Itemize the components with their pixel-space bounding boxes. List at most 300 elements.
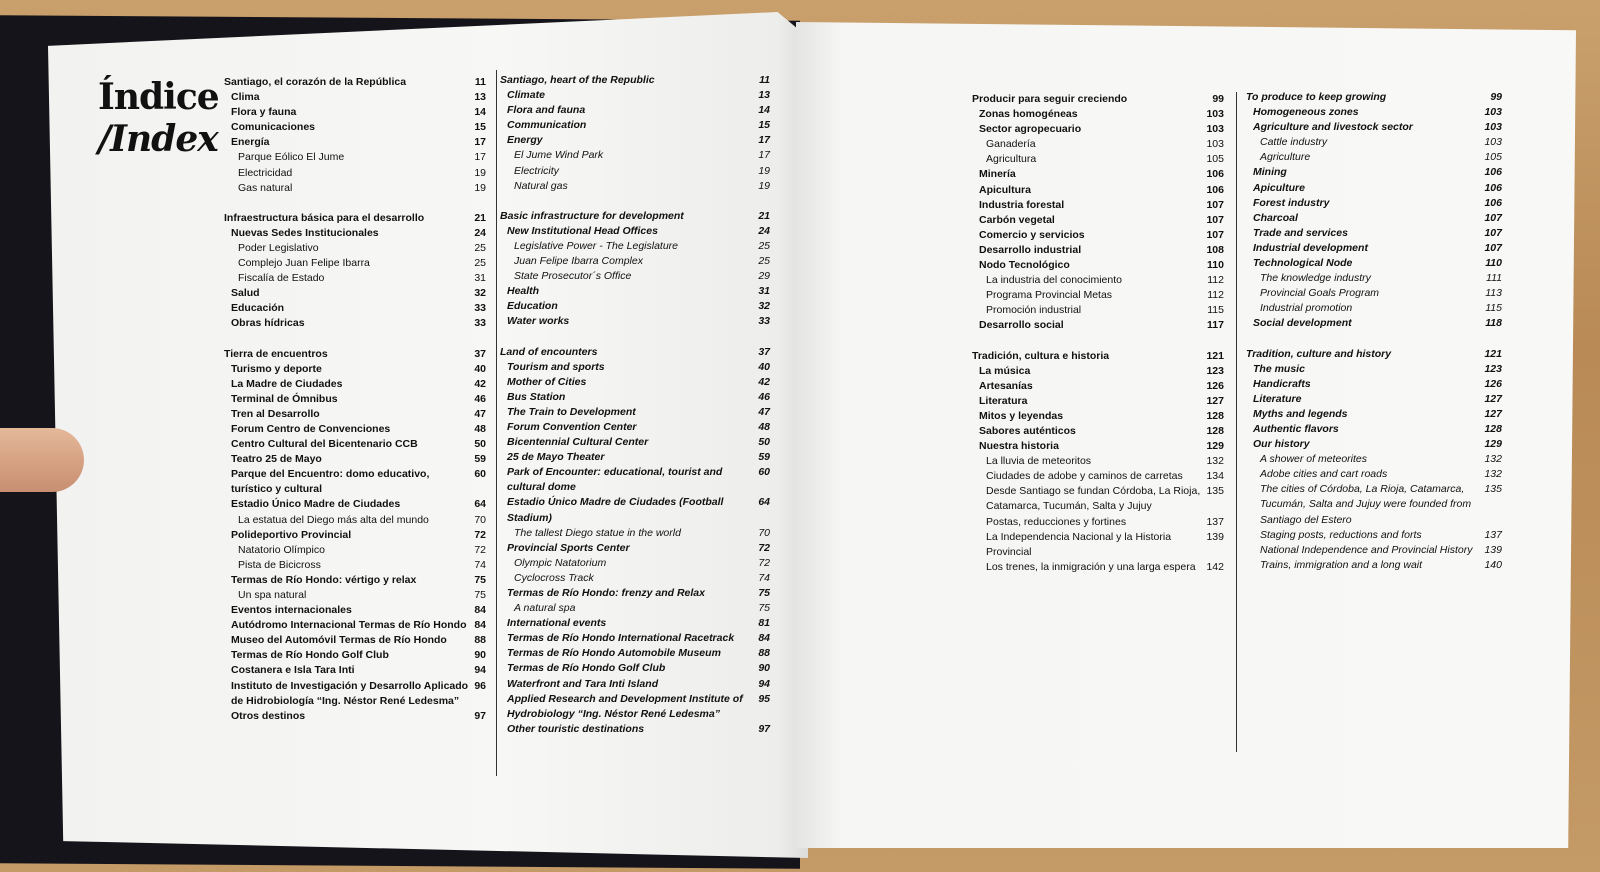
- thumb: [0, 428, 84, 492]
- toc-entry-label: Zonas homogéneas: [979, 108, 1078, 121]
- toc-entry-label: Eventos internacionales: [231, 604, 352, 617]
- toc-entry-label: Forest industry: [1253, 196, 1330, 209]
- toc-entry-label: Postas, reducciones y fortines: [986, 515, 1127, 528]
- toc-page-number: 90: [474, 649, 486, 662]
- toc-entry[interactable]: [972, 198, 1224, 213]
- toc-entry-label: Industria forestal: [979, 198, 1065, 211]
- toc-entry[interactable]: [972, 424, 1224, 439]
- toc-entry[interactable]: [224, 181, 486, 196]
- toc-page-number: 24: [474, 226, 486, 239]
- toc-entry-label: Termas de Río Hondo Golf Club: [507, 662, 666, 675]
- toc-entry-label: The knowledge industry: [1260, 272, 1371, 285]
- toc-entry[interactable]: [500, 148, 770, 163]
- toc-entry[interactable]: [972, 167, 1224, 182]
- toc-entry[interactable]: [500, 677, 770, 692]
- toc-entry[interactable]: [224, 452, 486, 467]
- toc-section-heading[interactable]: [972, 349, 1224, 364]
- toc-page-number: 11: [474, 76, 486, 88]
- toc-page-number: 37: [758, 345, 770, 358]
- toc-entry-label: Natural gas: [514, 179, 568, 192]
- toc-page-number: 19: [474, 166, 486, 179]
- toc-page-number: 32: [474, 287, 486, 300]
- toc-entry-label: Artesanías: [979, 379, 1033, 392]
- toc-entry-label: Poder Legislativo: [238, 241, 319, 254]
- toc-section-heading[interactable]: [500, 209, 770, 224]
- toc-entry[interactable]: [500, 269, 770, 284]
- toc-entry[interactable]: [500, 526, 770, 541]
- toc-page-number: 13: [758, 89, 770, 102]
- toc-entry[interactable]: [1246, 181, 1502, 196]
- toc-entry[interactable]: [972, 288, 1224, 303]
- toc-entry[interactable]: [224, 286, 486, 301]
- toc-entry-label: Energy: [507, 134, 543, 147]
- toc-entry-label: Costanera e Isla Tara Inti: [231, 664, 355, 677]
- toc-page-number: 60: [758, 466, 770, 479]
- toc-page-number: 123: [1484, 362, 1502, 375]
- toc-page-number: 99: [1490, 91, 1502, 103]
- toc-page-number: 15: [474, 121, 486, 134]
- toc-entry-label: Agriculture: [1260, 151, 1311, 164]
- toc-entry[interactable]: [972, 439, 1224, 454]
- toc-entry[interactable]: [972, 409, 1224, 424]
- toc-entry[interactable]: [1246, 120, 1502, 135]
- toc-entry[interactable]: [500, 541, 770, 556]
- toc-entry[interactable]: [1246, 528, 1502, 543]
- toc-page-number: 46: [474, 392, 486, 405]
- toc-page-number: 19: [474, 181, 486, 194]
- toc-entry-label: Social development: [1253, 317, 1352, 330]
- toc-entry[interactable]: [224, 90, 486, 105]
- toc-page-number: 25: [474, 257, 486, 270]
- toc-entry[interactable]: [500, 284, 770, 299]
- toc-entry[interactable]: [972, 137, 1224, 152]
- toc-entry[interactable]: [500, 390, 770, 405]
- toc-entry[interactable]: [500, 314, 770, 329]
- toc-page-number: 103: [1484, 106, 1502, 119]
- toc-entry[interactable]: [972, 560, 1224, 575]
- section-gap: [972, 334, 1224, 349]
- toc-entry[interactable]: [1246, 543, 1502, 558]
- toc-entry[interactable]: [500, 571, 770, 586]
- toc-entry-label: The cities of Córdoba, La Rioja, Catamarca, Tucumán, Salta and Jujuy were founded from Santiago del Estero: [1260, 483, 1472, 526]
- toc-entry-label: Agricultura: [986, 153, 1037, 166]
- toc-page-number: 84: [474, 604, 486, 617]
- toc-entry[interactable]: [224, 663, 486, 678]
- toc-entry-label: Communication: [507, 119, 587, 132]
- toc-entry[interactable]: [224, 528, 486, 543]
- toc-entry-label: La Independencia Nacional y la Historia Provincial: [986, 530, 1172, 558]
- toc-page-number: 126: [1206, 379, 1224, 392]
- toc-entry[interactable]: [1246, 105, 1502, 120]
- toc-entry-label: Parque del Encuentro: domo educativo, turístico y cultural: [231, 468, 430, 496]
- toc-entry[interactable]: [224, 618, 486, 633]
- toc-entry-label: Minería: [979, 168, 1016, 181]
- toc-entry-label: The Train to Development: [507, 405, 636, 418]
- toc-entry[interactable]: [224, 362, 486, 377]
- toc-entry-label: Desde Santiago se fundan Córdoba, La Rioja, Catamarca, Tucumán, Salta y Jujuy: [986, 485, 1201, 513]
- toc-entry[interactable]: [972, 213, 1224, 228]
- toc-page-number: 115: [1207, 304, 1224, 317]
- toc-entry[interactable]: [972, 152, 1224, 167]
- toc-entry[interactable]: [972, 364, 1224, 379]
- toc-entry-label: Juan Felipe Ibarra Complex: [514, 255, 643, 268]
- toc-entry[interactable]: [1246, 452, 1502, 467]
- toc-entry-label: La música: [979, 364, 1031, 377]
- toc-entry[interactable]: [1246, 482, 1502, 527]
- toc-entry-label: Termas de Río Hondo: frenzy and Relax: [507, 587, 705, 599]
- toc-entry[interactable]: [500, 661, 770, 676]
- toc-page-number: 127: [1484, 407, 1502, 420]
- toc-entry[interactable]: [500, 586, 770, 601]
- toc-entry[interactable]: [224, 588, 486, 603]
- toc-entry[interactable]: [1246, 241, 1502, 256]
- toc-entry[interactable]: [224, 648, 486, 663]
- toc-page-number: 99: [1212, 93, 1224, 105]
- toc-entry-label: Applied Research and Development Institute of Hydrobiology “Ing. Néstor René Ledesma”: [507, 692, 743, 720]
- toc-entry[interactable]: [1246, 271, 1502, 286]
- toc-entry-label: A shower of meteorites: [1260, 453, 1367, 466]
- toc-entry-label: Mining: [1253, 166, 1287, 179]
- toc-entry[interactable]: [972, 122, 1224, 137]
- toc-section-heading[interactable]: [500, 73, 770, 88]
- toc-page-number: 127: [1484, 392, 1502, 405]
- toc-entry-label: Forum Centro de Convenciones: [231, 422, 391, 435]
- toc-entry[interactable]: [224, 166, 486, 181]
- toc-entry[interactable]: [224, 437, 486, 452]
- toc-entry-label: Pista de Bicicross: [238, 558, 321, 571]
- toc-entry-label: Comercio y servicios: [979, 228, 1085, 241]
- toc-entry-label: Provincial Goals Program: [1260, 287, 1380, 300]
- toc-entry-label: International events: [507, 617, 607, 630]
- toc-entry[interactable]: [224, 256, 486, 271]
- toc-entry-label: Desarrollo industrial: [979, 243, 1082, 256]
- toc-entry[interactable]: [224, 709, 486, 724]
- toc-page-number: 132: [1206, 455, 1224, 468]
- toc-page-number: 29: [758, 270, 770, 283]
- toc-page-number: 75: [474, 589, 486, 601]
- toc-entry[interactable]: [1246, 377, 1502, 392]
- toc-entry[interactable]: [500, 420, 770, 435]
- toc-entry-label: Technological Node: [1253, 257, 1353, 270]
- toc-entry[interactable]: [224, 573, 486, 588]
- toc-entry[interactable]: [224, 316, 486, 331]
- toc-page-number: 17: [758, 134, 770, 147]
- section-gap: [224, 332, 486, 347]
- toc-entry[interactable]: [1246, 211, 1502, 226]
- toc-page-number: 97: [474, 709, 486, 722]
- toc-page-number: 121: [1206, 349, 1224, 362]
- toc-entry[interactable]: [972, 258, 1224, 273]
- toc-section-heading[interactable]: [224, 211, 486, 226]
- toc-entry-label: Turismo y deporte: [231, 362, 322, 375]
- toc-page-number: 21: [758, 209, 770, 222]
- toc-entry[interactable]: [500, 450, 770, 465]
- toc-entry[interactable]: [1246, 150, 1502, 165]
- toc-page-number: 140: [1484, 558, 1502, 571]
- toc-entry[interactable]: [972, 273, 1224, 288]
- toc-entry-label: El Jume Wind Park: [514, 149, 604, 162]
- toc-entry[interactable]: [224, 422, 486, 437]
- toc-entry[interactable]: [500, 646, 770, 661]
- toc-entry[interactable]: [500, 133, 770, 148]
- toc-entry[interactable]: [1246, 256, 1502, 271]
- toc-page-number: 31: [474, 272, 486, 285]
- toc-entry[interactable]: [972, 469, 1224, 484]
- toc-entry-label: Cattle industry: [1260, 136, 1328, 149]
- column-divider-right: [1236, 92, 1237, 752]
- toc-entry-label: Teatro 25 de Mayo: [231, 453, 322, 466]
- toc-entry[interactable]: [972, 484, 1224, 514]
- toc-entry[interactable]: [500, 299, 770, 314]
- toc-entry-label: Legislative Power - The Legislature: [514, 239, 679, 252]
- toc-entry[interactable]: [972, 454, 1224, 469]
- toc-entry-label: Termas de Río Hondo: vértigo y relax: [231, 573, 417, 586]
- toc-page-number: 106: [1206, 168, 1224, 181]
- toc-entry-label: Ganadería: [986, 138, 1036, 151]
- toc-page-number: 75: [758, 587, 770, 599]
- toc-entry-label: Mother of Cities: [507, 375, 587, 388]
- toc-entry[interactable]: [1246, 165, 1502, 180]
- toc-page-number: 95: [758, 692, 770, 705]
- toc-entry-label: Estadio Único Madre de Ciudades: [231, 498, 401, 511]
- toc-entry[interactable]: [224, 120, 486, 135]
- toc-page-number: 84: [758, 632, 770, 645]
- toc-entry[interactable]: [1246, 316, 1502, 331]
- toc-page-number: 64: [474, 498, 486, 511]
- toc-entry-label: Electricidad: [238, 166, 293, 179]
- toc-entry-label: Tierra de encuentros: [224, 347, 328, 360]
- toc-page-number: 139: [1484, 543, 1502, 556]
- section-gap: [224, 196, 486, 211]
- toc-entry-label: New Institutional Head Offices: [507, 224, 658, 237]
- toc-entry[interactable]: [1246, 407, 1502, 422]
- toc-entry-label: Other touristic destinations: [507, 722, 645, 735]
- toc-entry[interactable]: [224, 241, 486, 256]
- toc-entry[interactable]: [224, 150, 486, 165]
- toc-entry[interactable]: [972, 107, 1224, 122]
- toc-page-number: 88: [474, 634, 486, 647]
- toc-page-number: 74: [758, 571, 770, 584]
- toc-entry-label: Industrial development: [1253, 241, 1368, 254]
- toc-entry[interactable]: [1246, 558, 1502, 573]
- toc-entry[interactable]: [224, 271, 486, 286]
- toc-entry-label: The music: [1253, 362, 1305, 375]
- toc-page-number: 17: [474, 136, 486, 149]
- toc-column-spanish-1: [224, 75, 486, 724]
- toc-entry-label: Electricity: [514, 164, 559, 177]
- toc-entry[interactable]: [224, 513, 486, 528]
- toc-entry[interactable]: [224, 226, 486, 241]
- toc-entry[interactable]: [500, 692, 770, 722]
- toc-entry-label: Gas natural: [238, 181, 293, 194]
- toc-entry-label: Provincial Sports Center: [507, 541, 630, 554]
- toc-entry[interactable]: [972, 530, 1224, 560]
- toc-entry-label: Education: [507, 300, 558, 313]
- toc-entry[interactable]: [972, 228, 1224, 243]
- toc-entry[interactable]: [224, 543, 486, 558]
- toc-entry[interactable]: [224, 497, 486, 512]
- toc-page-number: 106: [1206, 183, 1224, 196]
- toc-entry[interactable]: [1246, 362, 1502, 377]
- toc-page-number: 105: [1206, 153, 1224, 166]
- toc-page-number: 111: [1486, 272, 1502, 285]
- toc-page-number: 107: [1206, 213, 1224, 226]
- toc-entry[interactable]: [224, 467, 486, 497]
- toc-entry-label: Terminal de Ómnibus: [231, 392, 338, 405]
- toc-page-number: 94: [758, 677, 770, 690]
- toc-page-number: 107: [1206, 228, 1224, 241]
- toc-page-number: 50: [758, 436, 770, 449]
- toc-page-number: 14: [474, 106, 486, 119]
- toc-entry-label: Clima: [231, 91, 260, 104]
- toc-entry[interactable]: [224, 135, 486, 150]
- toc-entry[interactable]: [500, 88, 770, 103]
- toc-page-number: 24: [758, 224, 770, 237]
- toc-entry[interactable]: [224, 603, 486, 618]
- toc-entry-label: Termas de Río Hondo Golf Club: [231, 649, 389, 662]
- toc-entry-label: A natural spa: [514, 602, 576, 615]
- toc-entry[interactable]: [500, 254, 770, 269]
- toc-entry[interactable]: [972, 183, 1224, 198]
- toc-page-number: 31: [758, 285, 770, 298]
- toc-entry-label: To produce to keep growing: [1246, 91, 1387, 103]
- toc-entry[interactable]: [1246, 301, 1502, 316]
- toc-entry-label: Fiscalía de Estado: [238, 272, 325, 285]
- toc-page-number: 134: [1206, 470, 1224, 483]
- toc-entry-label: Tren al Desarrollo: [231, 407, 320, 420]
- toc-page-number: 25: [758, 255, 770, 268]
- toc-page-number: 135: [1484, 483, 1502, 496]
- toc-entry[interactable]: [972, 243, 1224, 258]
- toc-entry[interactable]: [224, 633, 486, 648]
- toc-entry-label: Otros destinos: [231, 709, 306, 722]
- toc-entry-label: Climate: [507, 89, 545, 102]
- toc-entry[interactable]: [972, 394, 1224, 409]
- toc-entry[interactable]: [972, 318, 1224, 333]
- toc-entry-label: Complejo Juan Felipe Ibarra: [238, 257, 370, 270]
- toc-entry[interactable]: [972, 303, 1224, 318]
- toc-entry[interactable]: [500, 465, 770, 495]
- toc-page-number: 112: [1207, 274, 1224, 287]
- toc-entry[interactable]: [500, 722, 770, 737]
- toc-entry-label: Forum Convention Center: [507, 420, 637, 433]
- toc-page-number: 75: [758, 602, 770, 615]
- toc-entry[interactable]: [224, 301, 486, 316]
- toc-entry-label: Water works: [507, 315, 570, 328]
- toc-entry[interactable]: [500, 556, 770, 571]
- toc-page-number: 70: [474, 513, 486, 526]
- toc-entry[interactable]: [1246, 422, 1502, 437]
- toc-entry-label: Santiago, heart of the Republic: [500, 74, 655, 86]
- toc-page-number: 108: [1206, 243, 1224, 256]
- toc-entry[interactable]: [500, 224, 770, 239]
- toc-entry-label: Staging posts, reductions and forts: [1260, 528, 1422, 541]
- toc-entry-label: Sector agropecuario: [979, 123, 1082, 136]
- toc-entry-label: Agriculture and livestock sector: [1253, 121, 1413, 134]
- toc-entry[interactable]: [500, 164, 770, 179]
- toc-entry[interactable]: [1246, 226, 1502, 241]
- toc-entry-label: Park of Encounter: educational, tourist and cultural dome: [507, 466, 723, 494]
- toc-page-number: 96: [474, 679, 486, 692]
- toc-entry-label: Parque Eólico El Jume: [238, 151, 345, 164]
- toc-entry[interactable]: [224, 377, 486, 392]
- toc-entry[interactable]: [224, 407, 486, 422]
- toc-entry[interactable]: [500, 375, 770, 390]
- toc-section-heading[interactable]: [1246, 347, 1502, 362]
- toc-entry[interactable]: [500, 103, 770, 118]
- toc-page-number: 72: [758, 556, 770, 569]
- toc-entry[interactable]: [1246, 437, 1502, 452]
- toc-page-number: 103: [1206, 138, 1224, 151]
- toc-section-heading[interactable]: [1246, 90, 1502, 105]
- toc-page-number: 42: [758, 375, 770, 388]
- toc-page-number: 106: [1484, 196, 1502, 209]
- toc-page-number: 37: [474, 347, 486, 360]
- toc-page-number: 106: [1484, 166, 1502, 179]
- toc-entry-label: Termas de Río Hondo Automobile Museum: [507, 647, 721, 660]
- toc-entry[interactable]: [500, 601, 770, 616]
- toc-entry[interactable]: [500, 118, 770, 133]
- toc-entry[interactable]: [500, 616, 770, 631]
- toc-entry-label: Bicentennial Cultural Center: [507, 436, 649, 449]
- toc-page-number: 25: [758, 239, 770, 252]
- toc-entry-label: Educación: [231, 302, 285, 315]
- toc-entry[interactable]: [224, 392, 486, 407]
- toc-entry[interactable]: [1246, 135, 1502, 150]
- toc-entry[interactable]: [1246, 196, 1502, 211]
- toc-page-number: 32: [758, 300, 770, 313]
- toc-entry[interactable]: [972, 515, 1224, 530]
- toc-entry[interactable]: [500, 495, 770, 525]
- toc-entry-label: Homogeneous zones: [1253, 106, 1359, 119]
- toc-entry-label: La industria del conocimiento: [986, 274, 1122, 287]
- toc-entry[interactable]: [500, 179, 770, 194]
- toc-entry[interactable]: [1246, 392, 1502, 407]
- toc-entry[interactable]: [224, 679, 486, 709]
- toc-page-number: 17: [474, 151, 486, 164]
- toc-entry[interactable]: [972, 379, 1224, 394]
- toc-entry-label: Apicultura: [979, 183, 1031, 196]
- toc-entry-label: Desarrollo social: [979, 319, 1064, 332]
- section-gap: [500, 330, 770, 345]
- toc-page-number: 17: [758, 149, 770, 162]
- toc-section-heading[interactable]: [500, 345, 770, 360]
- toc-entry[interactable]: [500, 405, 770, 420]
- toc-entry-label: Adobe cities and cart roads: [1260, 468, 1388, 481]
- toc-entry[interactable]: [500, 435, 770, 450]
- toc-entry-label: Apiculture: [1253, 181, 1305, 194]
- toc-entry-label: Bus Station: [507, 390, 566, 403]
- toc-section-heading[interactable]: [224, 347, 486, 362]
- toc-entry[interactable]: [500, 631, 770, 646]
- toc-page-number: 59: [758, 451, 770, 464]
- toc-page-number: 70: [758, 526, 770, 539]
- toc-section-heading[interactable]: [972, 92, 1224, 107]
- toc-entry-label: Flora y fauna: [231, 106, 297, 119]
- toc-page-number: 64: [758, 496, 770, 509]
- toc-entry[interactable]: [224, 105, 486, 120]
- toc-page-number: 103: [1484, 136, 1502, 149]
- toc-entry[interactable]: [224, 558, 486, 573]
- index-title-spanish: Índice: [98, 76, 219, 118]
- toc-entry[interactable]: [1246, 467, 1502, 482]
- toc-entry-label: Flora and fauna: [507, 104, 586, 117]
- toc-entry[interactable]: [500, 360, 770, 375]
- toc-page-number: 19: [758, 164, 770, 177]
- toc-entry[interactable]: [1246, 286, 1502, 301]
- toc-section-heading[interactable]: [224, 75, 486, 90]
- toc-entry[interactable]: [500, 239, 770, 254]
